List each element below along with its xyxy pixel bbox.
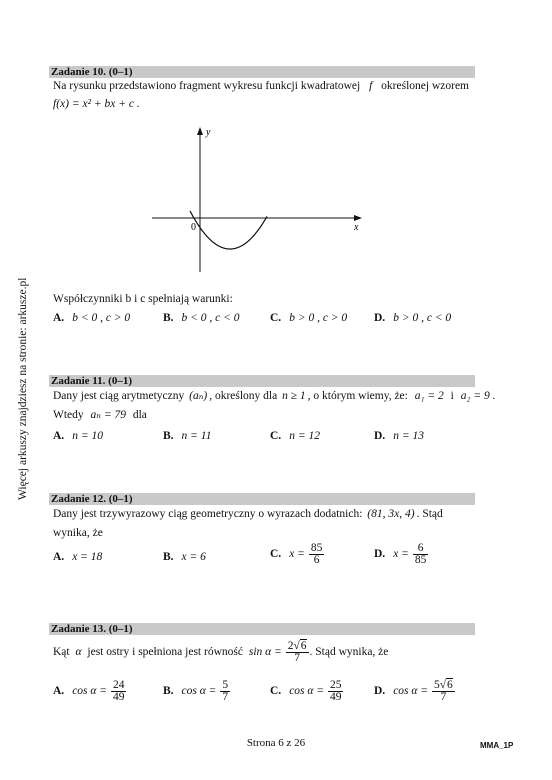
task-10-option-b[interactable]: B. b < 0 , c < 0 bbox=[163, 312, 240, 324]
task-10-formula: f(x) = x² + bx + c . bbox=[53, 98, 140, 110]
task-10-header: Zadanie 10. (0–1) bbox=[49, 66, 475, 78]
task-10-text: Na rysunku przedstawiono fragment wykresu funkcji kwadratowej f określonej wzorem bbox=[53, 80, 469, 92]
task-12-option-c[interactable]: C. x = $\frac{85}{6}$ bbox=[270, 542, 323, 566]
task-11-option-a[interactable]: A. n = 10 bbox=[53, 430, 103, 442]
exam-code: MMA_1P bbox=[480, 741, 514, 750]
task-13-option-c[interactable]: C. cos α = $\frac{25}{49}$ bbox=[270, 679, 342, 703]
task-12-option-b[interactable]: B. x = 6 bbox=[163, 551, 206, 563]
task-10-option-c[interactable]: C. b > 0 , c > 0 bbox=[270, 312, 348, 324]
task-11-header: Zadanie 11. (0–1) bbox=[49, 375, 475, 387]
task-11-text-2: Wtedy aₙ = 79 dla bbox=[53, 409, 147, 421]
parabola-curve bbox=[190, 211, 267, 249]
parabola-graph bbox=[140, 122, 380, 282]
side-watermark-text: Więcej arkuszy znajdziesz na stronie: arkusze.pl bbox=[17, 277, 29, 500]
x-axis-arrow bbox=[354, 215, 362, 221]
task-11-text: Dany jest ciąg arytmetyczny (aₙ) , określony dla n ≥ 1 , o którym wiemy, że: a₁ = 2 i a₂ = 9 . bbox=[53, 390, 496, 402]
task-10-option-d[interactable]: D. b > 0 , c < 0 bbox=[374, 312, 452, 324]
task-10-option-a[interactable]: A. b < 0 , c > 0 bbox=[53, 312, 131, 324]
task-12-option-d[interactable]: D. x = $\frac{6}{85}$ bbox=[374, 542, 427, 566]
page-number: Strona 6 z 26 bbox=[246, 737, 306, 749]
task-13-option-b[interactable]: B. cos α = $\frac{5}{7}$ bbox=[163, 679, 229, 703]
x-axis-label: x bbox=[354, 222, 359, 233]
task-13-option-a[interactable]: A. cos α = $\frac{24}{49}$ bbox=[53, 679, 125, 703]
task-12-header: Zadanie 12. (0–1) bbox=[49, 493, 475, 505]
origin-label: 0 bbox=[191, 222, 196, 233]
task-10-question: Współczynniki b i c spełniają warunki: bbox=[53, 293, 233, 305]
y-axis-label: y bbox=[206, 127, 211, 138]
task-12-text-2: wynika, że bbox=[53, 527, 103, 539]
task-11-option-d[interactable]: D. n = 13 bbox=[374, 430, 424, 442]
task-11-option-b[interactable]: B. n = 11 bbox=[163, 430, 212, 442]
task-12-option-a[interactable]: A. x = 18 bbox=[53, 551, 103, 563]
task-13-text: Kąt α jest ostry i spełniona jest równość sin α = $\frac{2√6}{7}$ . Stąd wynika, że bbox=[53, 640, 389, 664]
task-11-option-c[interactable]: C. n = 12 bbox=[270, 430, 320, 442]
task-12-text: Dany jest trzywyrazowy ciąg geometryczny o wyrazach dodatnich: (81, 3x, 4) . Stąd bbox=[53, 508, 443, 520]
y-axis-arrow bbox=[197, 127, 203, 135]
task-13-header: Zadanie 13. (0–1) bbox=[49, 623, 475, 635]
task-13-option-d[interactable]: D. cos α = $\frac{5√6}{7}$ bbox=[374, 679, 453, 703]
